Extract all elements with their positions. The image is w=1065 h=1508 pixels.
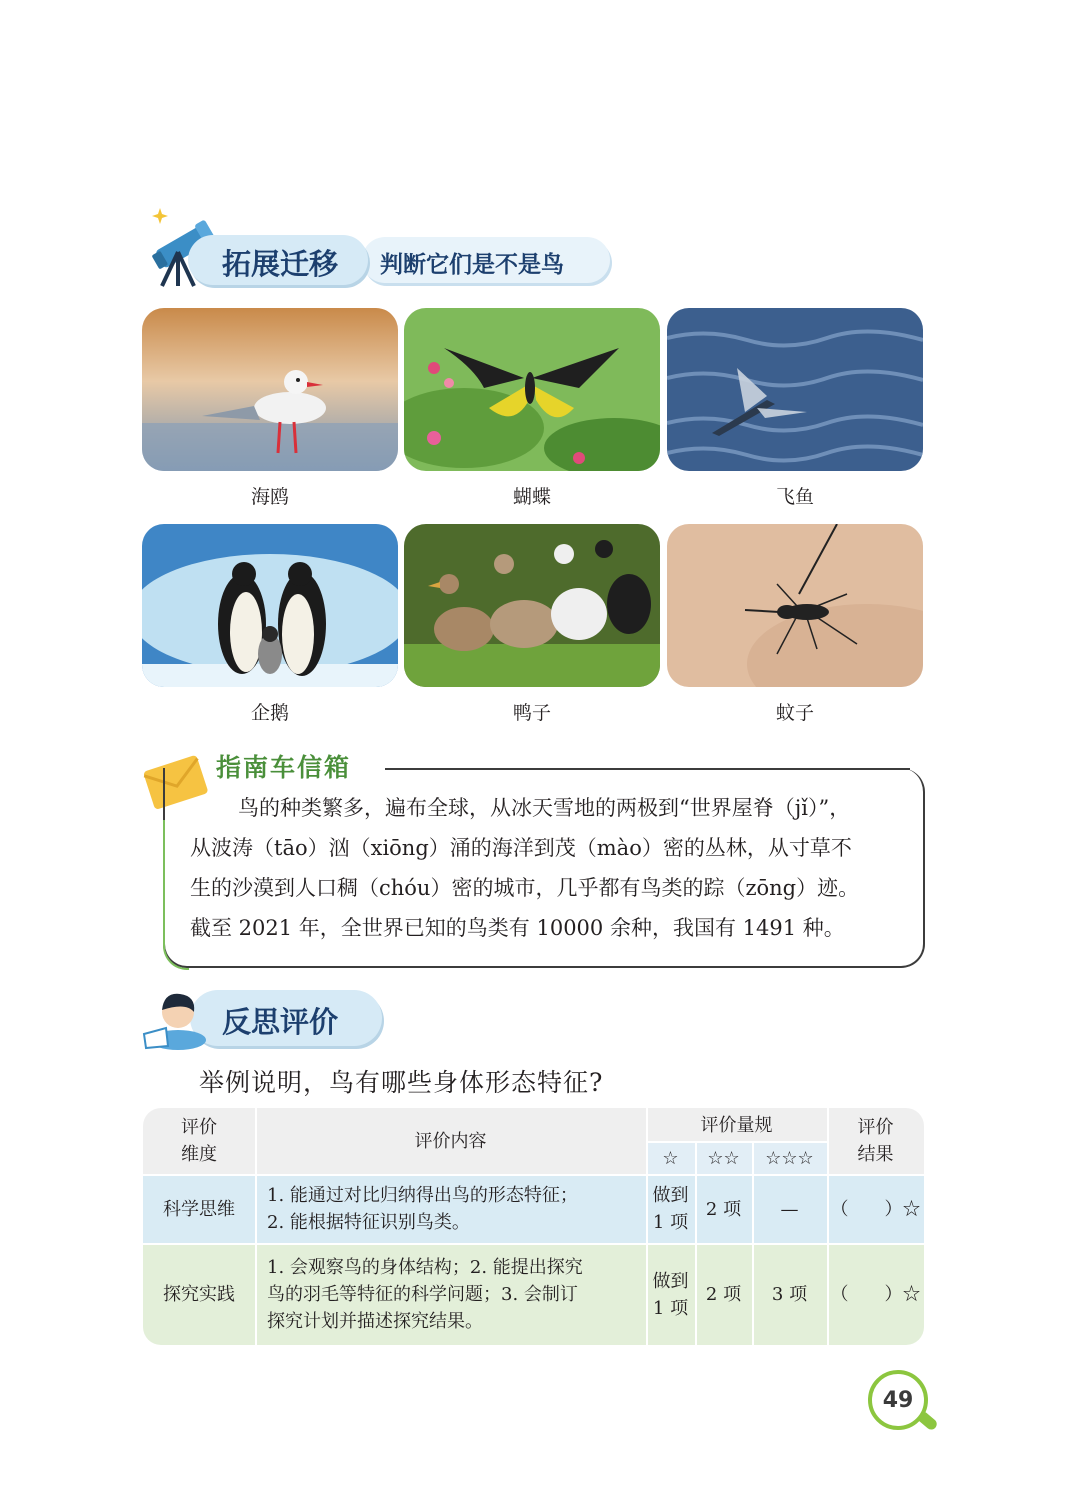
header-dimension: 评价 维度 (181, 1117, 217, 1165)
section-subtitle: 判断它们是不是鸟 (380, 252, 564, 278)
reading-child-icon (138, 988, 208, 1050)
caption-butterfly: 蝴蝶 (512, 486, 551, 508)
reflect-title: 反思评价 (222, 1005, 339, 1039)
mailbox-line-3: 生的沙漠到人口稠（chóu）密的城市，几乎都有鸟类的踪（zōng）迹。 (190, 876, 860, 900)
header-content: 评价内容 (414, 1130, 487, 1152)
page-number: 49 (868, 1370, 928, 1430)
row2-star-1: 做到 1 项 (652, 1270, 689, 1319)
header-star-3: ☆☆☆ (765, 1147, 814, 1169)
mosquito-image (667, 524, 923, 687)
row1-star-2: 2 项 (705, 1198, 742, 1220)
mailbox-line-1: 鸟的种类繁多，遍布全球，从冰天雪地的两极到“世界屋脊（jǐ）”， (238, 796, 851, 820)
row1-dimension: 科学思维 (163, 1198, 235, 1220)
mailbox-line-4: 截至 2021 年，全世界已知的鸟类有 10000 余种，我国有 1491 种。 (190, 916, 845, 940)
seagull-image (142, 308, 398, 471)
row2-star-3: 3 项 (771, 1284, 808, 1305)
row1-content: 1. 能通过对比归纳得出鸟的形态特征； 2. 能根据特征识别鸟类。 (267, 1185, 578, 1233)
evaluation-table (143, 1108, 924, 1345)
header-result: 评价 结果 (857, 1117, 894, 1165)
row1-star-3: — (780, 1198, 799, 1220)
row2-star-2: 2 项 (705, 1284, 742, 1305)
section-title: 拓展迁移 (222, 247, 339, 281)
row1-star-1: 做到 1 项 (652, 1185, 689, 1233)
caption-mosquito: 蚊子 (775, 702, 814, 724)
duck-image (404, 524, 660, 687)
mailbox-line-2: 从波涛（tāo）汹（xiōng）涌的海洋到茂（mào）密的丛林，从寸草不 (190, 836, 852, 860)
row1-result: （ ）☆ (830, 1198, 921, 1220)
header-star-2: ☆☆ (707, 1147, 740, 1169)
header-scale: 评价量规 (700, 1114, 773, 1136)
mailbox-accent (163, 820, 189, 970)
caption-flying-fish: 飞鱼 (775, 486, 814, 508)
caption-penguin: 企鹅 (250, 702, 289, 724)
row2-result: （ ）☆ (830, 1284, 921, 1305)
question-text: 举例说明，鸟有哪些身体形态特征? (199, 1068, 604, 1097)
butterfly-image (404, 308, 660, 471)
mailbox-title: 指南车信箱 (216, 753, 352, 782)
row2-dimension: 探究实践 (163, 1284, 235, 1305)
caption-duck: 鸭子 (512, 702, 551, 724)
caption-seagull: 海鸥 (250, 486, 289, 508)
mailbox-text (190, 788, 905, 948)
flying-fish-image (667, 308, 923, 471)
header-star-1: ☆ (662, 1147, 679, 1169)
penguin-image (142, 524, 398, 687)
row2-content: 1. 会观察鸟的身体结构；2. 能提出探究 鸟的羽毛等特征的科学问题；3. 会制订 探究计划并描述探究结果。 (267, 1257, 583, 1332)
